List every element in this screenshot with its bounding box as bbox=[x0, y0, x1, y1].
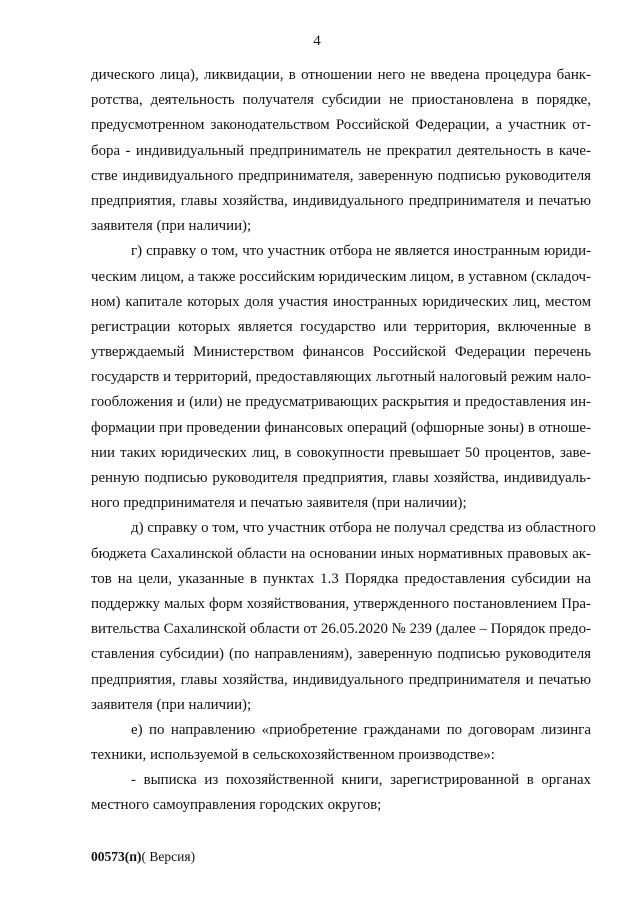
text-line: д) справку о том, что участник отбора не получал средства из областного bbox=[131, 520, 596, 537]
page-number: 4 bbox=[313, 33, 321, 49]
document-version: ( Версия) bbox=[141, 849, 196, 864]
text-line: формации при проведении финансовых операций (офшорные зоны) в отноше- bbox=[91, 419, 591, 436]
text-line: техники, используемой в сельскохозяйственном производстве»: bbox=[91, 747, 495, 764]
text-line: дического лица), ликвидации, в отношении него не введена процедура банк- bbox=[91, 67, 591, 83]
text-line: е) по направлению «приобретение гражданами по договорам лизинга bbox=[131, 721, 591, 738]
text-line: регистрации которых является государство или территория, включенные в bbox=[91, 318, 591, 335]
text-line: государств и территорий, предоставляющих льготный налоговый режим нало- bbox=[91, 369, 591, 386]
text-line: гообложения и (или) не предусматривающих раскрытия и предоставления ин- bbox=[91, 394, 591, 411]
text-line: г) справку о том, что участник отбора не является иностранным юриди- bbox=[131, 243, 591, 260]
text-line: утверждаемый Министерством финансов Российской Федерации перечень bbox=[91, 344, 591, 361]
text-line: стве индивидуального предпринимателя, заверенную подписью руководителя bbox=[91, 167, 591, 184]
text-line: бора - индивидуальный предприниматель не прекратил деятельность в каче- bbox=[91, 142, 591, 159]
text-line: ставления субсидии) (по направлениям), заверенную подписью руководителя bbox=[91, 646, 591, 663]
text-line: заявителя (при наличии); bbox=[91, 696, 252, 713]
text-line: ного предпринимателя и печатью заявителя (при наличии); bbox=[91, 495, 467, 512]
text-line: - выписка из похозяйственной книги, зарегистрированной в органах bbox=[131, 772, 591, 789]
text-line: нии таких юридических лиц, в совокупности превышает 50 процентов, заве- bbox=[91, 444, 591, 461]
document-body bbox=[91, 63, 596, 819]
text-line: бюджета Сахалинской области на основании иных нормативных правовых ак- bbox=[91, 545, 591, 562]
text-line: поддержку малых форм хозяйствования, утвержденного постановлением Пра- bbox=[91, 595, 591, 612]
text-line: ном) капитале которых доля участия иностранных юридических лиц, местом bbox=[91, 293, 591, 310]
text-line: предусмотренном законодательством Российской Федерации, а участник от- bbox=[91, 117, 591, 134]
text-line: ческим лицом, а также российским юридическим лицом, в уставном (складоч- bbox=[91, 268, 591, 285]
text-line: заявителя (при наличии); bbox=[91, 218, 252, 235]
text-line: тов на цели, указанные в пунктах 1.3 Порядка предоставления субсидии на bbox=[91, 570, 591, 587]
text-line: вительства Сахалинской области от 26.05.2020 № 239 (далее – Порядок предо- bbox=[91, 621, 591, 638]
text-line: предприятия, главы хозяйства, индивидуального предпринимателя и печатью bbox=[91, 192, 591, 209]
document-code: 00573(п) bbox=[91, 849, 142, 864]
text-line: местного самоуправления городских округов; bbox=[91, 797, 382, 814]
document-footer bbox=[91, 849, 195, 865]
text-line: ротства, деятельность получателя субсидии не приостановлена в порядке, bbox=[91, 92, 591, 109]
text-line: ренную подписью руководителя предприятия, главы хозяйства, индивидуаль- bbox=[91, 470, 591, 486]
text-line: предприятия, главы хозяйства, индивидуального предпринимателя и печатью bbox=[91, 671, 591, 688]
